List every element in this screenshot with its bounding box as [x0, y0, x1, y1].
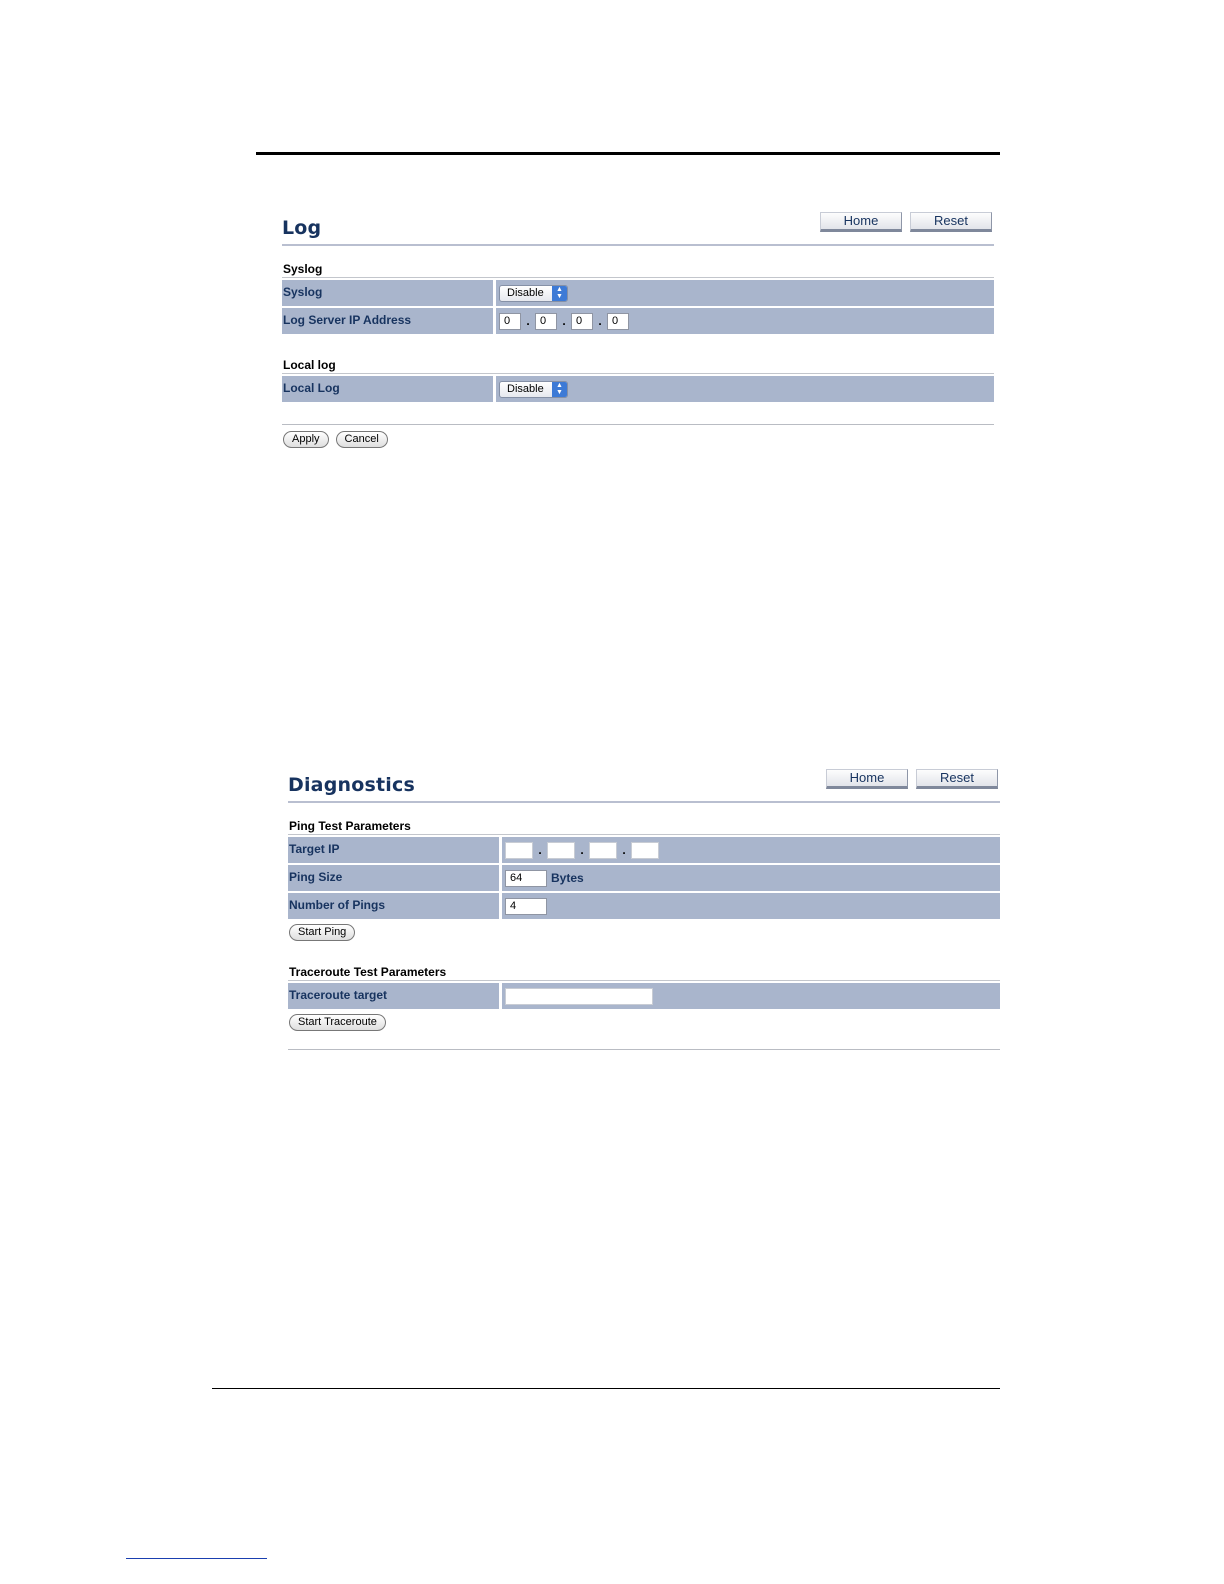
- up-down-arrows-icon: ▲ ▼: [552, 286, 567, 301]
- start-traceroute-button[interactable]: Start Traceroute: [289, 1014, 386, 1031]
- ip-dot: .: [538, 843, 542, 857]
- num-pings-label: Number of Pings: [288, 893, 499, 919]
- ip-dot: .: [622, 843, 626, 857]
- traceroute-target-row: [288, 983, 1000, 1009]
- ip-dot: .: [526, 314, 530, 328]
- target-ip-label: Target IP: [288, 837, 499, 863]
- syslog-select[interactable]: [499, 285, 568, 302]
- local-log-select-value: Disable: [507, 383, 544, 395]
- ping-size-input[interactable]: 64: [505, 870, 547, 887]
- log-server-ip-octet-1[interactable]: 0: [499, 313, 521, 330]
- reset-button[interactable]: Reset: [916, 769, 998, 789]
- ip-dot: .: [580, 843, 584, 857]
- ip-dot: .: [598, 314, 602, 328]
- target-ip-octet-4[interactable]: [631, 842, 659, 859]
- page-title: Log: [282, 217, 322, 239]
- start-ping-button[interactable]: Start Ping: [289, 924, 355, 941]
- target-ip-octet-3[interactable]: [589, 842, 617, 859]
- log-server-ip-octet-3[interactable]: 0: [571, 313, 593, 330]
- log-panel: [282, 208, 994, 448]
- ping-size-value-cell: [502, 865, 1000, 891]
- local-log-row: [282, 376, 994, 402]
- log-server-ip-octet-4[interactable]: 0: [607, 313, 629, 330]
- footer-rule: [212, 1388, 1000, 1389]
- syslog-value-cell: [496, 280, 994, 306]
- ping-section-title: Ping Test Parameters: [288, 803, 1000, 835]
- up-down-arrows-icon: ▲ ▼: [552, 382, 567, 397]
- ping-size-label: Ping Size: [288, 865, 499, 891]
- log-server-row: [282, 308, 994, 334]
- header-rule: [256, 152, 1000, 155]
- syslog-label: Syslog: [282, 280, 493, 306]
- local-log-value-cell: [496, 376, 994, 402]
- num-pings-input[interactable]: 4: [505, 898, 547, 915]
- log-action-buttons: [283, 431, 994, 448]
- traceroute-target-value-cell: [502, 983, 1000, 1009]
- diagnostics-header-buttons: [826, 769, 998, 789]
- log-server-ip-octet-2[interactable]: 0: [535, 313, 557, 330]
- diagnostics-panel: [288, 765, 1000, 1050]
- target-ip-value-cell: [502, 837, 1000, 863]
- diagnostics-header: [288, 765, 1000, 803]
- local-log-section-title: Local log: [282, 336, 994, 374]
- target-ip-row: [288, 837, 1000, 863]
- footnote-rule: [126, 1558, 267, 1559]
- cancel-button[interactable]: Cancel: [336, 431, 388, 448]
- log-divider: [282, 424, 994, 425]
- home-button[interactable]: Home: [826, 769, 908, 789]
- local-log-label: Local Log: [282, 376, 493, 402]
- page-title: Diagnostics: [288, 774, 415, 796]
- target-ip-octet-2[interactable]: [547, 842, 575, 859]
- syslog-row: [282, 280, 994, 306]
- ping-action-buttons: [289, 924, 1000, 941]
- local-log-select[interactable]: [499, 381, 568, 398]
- ping-size-row: [288, 865, 1000, 891]
- traceroute-action-buttons: [289, 1014, 1000, 1031]
- apply-button[interactable]: Apply: [283, 431, 329, 448]
- syslog-section-title: Syslog: [282, 246, 994, 278]
- log-server-label: Log Server IP Address: [282, 308, 493, 334]
- ping-size-unit: Bytes: [551, 871, 584, 885]
- target-ip-octet-1[interactable]: [505, 842, 533, 859]
- syslog-select-value: Disable: [507, 287, 544, 299]
- log-header: [282, 208, 994, 246]
- traceroute-section-title: Traceroute Test Parameters: [288, 941, 1000, 981]
- traceroute-target-label: Traceroute target: [288, 983, 499, 1009]
- reset-button[interactable]: Reset: [910, 212, 992, 232]
- num-pings-value-cell: [502, 893, 1000, 919]
- log-server-value-cell: [496, 308, 994, 334]
- home-button[interactable]: Home: [820, 212, 902, 232]
- ip-dot: .: [562, 314, 566, 328]
- diagnostics-divider: [288, 1049, 1000, 1050]
- log-header-buttons: [820, 212, 992, 232]
- num-pings-row: [288, 893, 1000, 919]
- traceroute-target-input[interactable]: [505, 988, 653, 1005]
